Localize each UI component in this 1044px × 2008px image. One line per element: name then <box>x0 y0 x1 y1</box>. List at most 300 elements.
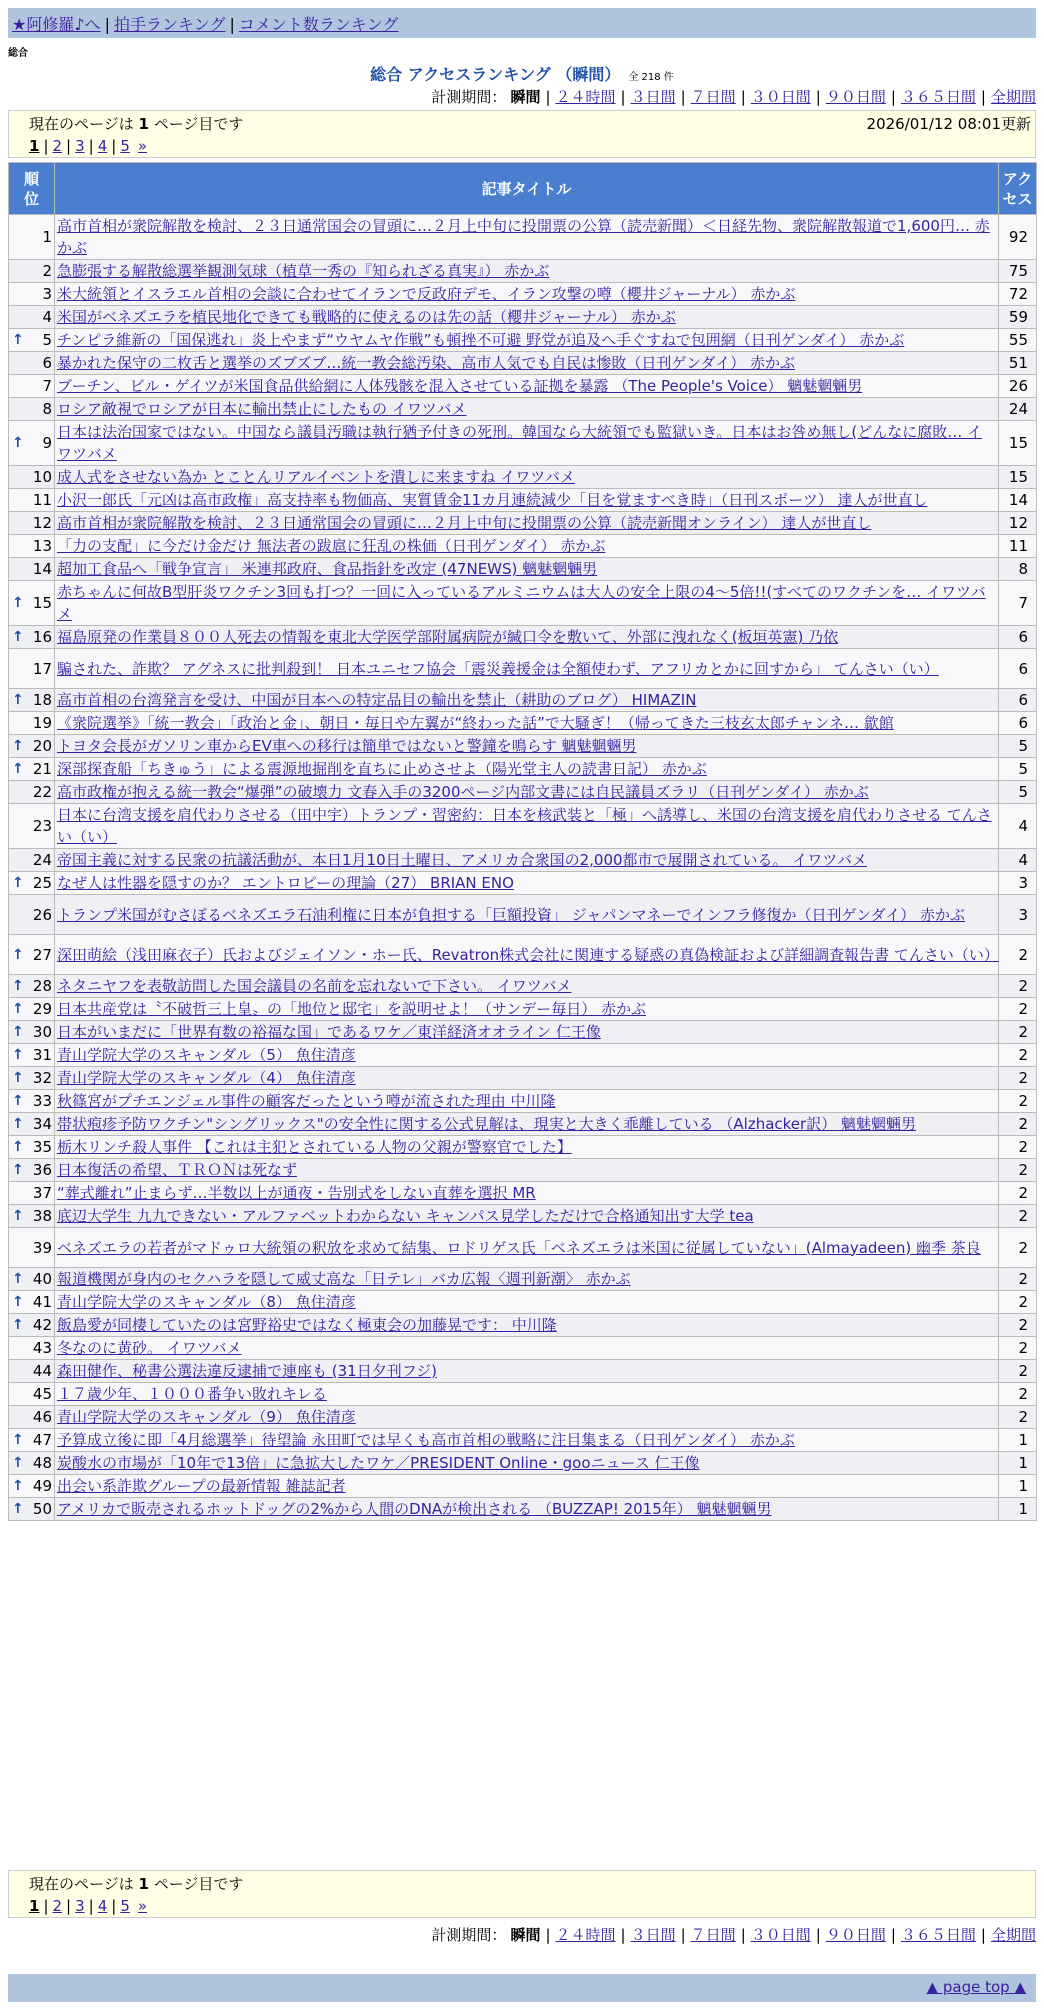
title-cell <box>55 895 999 935</box>
title-cell <box>55 1113 999 1136</box>
access-count: 2 <box>999 1113 1037 1136</box>
pager-current: 1 <box>29 137 40 155</box>
rank-number: 20 <box>32 737 52 755</box>
rank-cell <box>9 689 55 712</box>
table-row <box>9 1337 1037 1360</box>
access-count: 2 <box>999 1383 1037 1406</box>
rank-cell <box>9 581 55 626</box>
access-count: 2 <box>999 1205 1037 1228</box>
rank-number: 11 <box>32 491 52 509</box>
rank-cell <box>9 1113 55 1136</box>
period-link-365d[interactable]: ３６５日間 <box>900 88 976 106</box>
home-link[interactable]: ★阿修羅♪へ <box>12 15 101 34</box>
rank-number: 33 <box>32 1092 52 1110</box>
rank-up-icon: ↑ <box>12 1432 24 1448</box>
rank-cell <box>9 626 55 649</box>
rank-number: 34 <box>32 1115 52 1133</box>
article-link[interactable]: 騙された、詐欺？ アグネスに批判殺到！ 日本ユニセフ協会「震災義援金は全額使わず、アフリカとかに回すから」 てんさい（い） <box>57 659 939 678</box>
period-link-7d[interactable]: ７日間 <box>690 1926 736 1944</box>
rank-cell <box>9 712 55 735</box>
access-count: 7 <box>999 581 1037 626</box>
rank-up-icon: ↑ <box>12 875 24 891</box>
title-cell <box>55 1090 999 1113</box>
article-link[interactable]: 「力の支配」に今だけ金だけ 無法者の跋扈に狂乱の株価（日刊ゲンダイ） 赤かぶ <box>57 537 606 555</box>
title-cell <box>55 1360 999 1383</box>
table-row <box>9 1044 1037 1067</box>
rank-number: 7 <box>42 377 52 395</box>
article-link[interactable]: 冬なのに黄砂。 イワツバメ <box>57 1339 242 1357</box>
rank-cell <box>9 1021 55 1044</box>
access-count: 15 <box>999 466 1037 489</box>
period-link-all[interactable]: 全期間 <box>990 88 1036 106</box>
title-cell <box>55 1182 999 1205</box>
rank-up-icon: ↑ <box>12 435 24 451</box>
title-cell <box>55 758 999 781</box>
rank-number: 10 <box>32 468 52 486</box>
rank-number: 19 <box>32 714 52 732</box>
table-row <box>9 1291 1037 1314</box>
table-row <box>9 352 1037 375</box>
rank-number: 40 <box>32 1270 52 1288</box>
title-cell <box>55 260 999 283</box>
article-link[interactable]: 青山学院大学のスキャンダル（9） 魚住清彦 <box>57 1408 356 1426</box>
access-count: 2 <box>999 975 1037 998</box>
access-count: 2 <box>999 1291 1037 1314</box>
rank-up-icon: ↑ <box>12 1116 24 1132</box>
rank-number: 37 <box>32 1184 52 1202</box>
ranking-rows <box>9 215 1037 1521</box>
table-row <box>9 689 1037 712</box>
title-cell <box>55 849 999 872</box>
rank-cell <box>9 1268 55 1291</box>
access-count: 6 <box>999 649 1037 689</box>
access-count: 2 <box>999 1406 1037 1429</box>
table-row <box>9 1360 1037 1383</box>
rank-up-icon: ↑ <box>12 332 24 348</box>
pager-link-2[interactable]: 2 <box>52 137 63 155</box>
period-link-3d[interactable]: ３日間 <box>630 88 676 106</box>
table-row <box>9 260 1037 283</box>
rank-up-icon: ↑ <box>12 1317 24 1333</box>
title-cell <box>55 1044 999 1067</box>
article-link[interactable]: 急膨張する解散総選挙観測気球（植草一秀の『知られざる真実』） 赤かぶ <box>57 262 550 280</box>
table-row <box>9 849 1037 872</box>
rank-number: 6 <box>42 354 52 372</box>
table-row <box>9 1205 1037 1228</box>
table-row <box>9 283 1037 306</box>
rank-number: 45 <box>32 1385 52 1403</box>
access-count: 5 <box>999 781 1037 804</box>
access-count: 2 <box>999 1337 1037 1360</box>
access-count: 4 <box>999 804 1037 849</box>
rank-cell <box>9 1291 55 1314</box>
comment-ranking-link[interactable]: コメント数ランキング <box>238 15 399 34</box>
page-status-suffix: ページ目です <box>153 115 244 133</box>
rank-cell <box>9 649 55 689</box>
table-row <box>9 804 1037 849</box>
pager-top: 1 | 2 | 3 | 4 | 5 » <box>29 137 148 155</box>
table-row <box>9 1452 1037 1475</box>
rank-number: 22 <box>32 783 52 801</box>
rank-number: 16 <box>32 628 52 646</box>
table-row <box>9 1228 1037 1268</box>
title-cell <box>55 558 999 581</box>
rank-cell <box>9 849 55 872</box>
article-link[interactable]: ブーチン、ビル・ゲイツが米国食品供給網に人体残骸を混入させている証拠を暴露 （The People's Voice） 魑魅魍魎男 <box>57 377 863 395</box>
access-count: 2 <box>999 1159 1037 1182</box>
article-link[interactable]: 報道機関が身内のセクハラを隠して威丈高な「日テレ」バカ広報〈週刊新潮〉 赤かぶ <box>57 1270 631 1288</box>
page-title <box>0 62 1044 85</box>
rank-up-icon: ↑ <box>12 692 24 708</box>
title-cell <box>55 872 999 895</box>
rank-cell <box>9 781 55 804</box>
rank-number: 14 <box>32 560 52 578</box>
rank-number: 27 <box>32 945 52 964</box>
rank-cell <box>9 872 55 895</box>
article-link[interactable]: 日本復活の希望、ＴＲＯＮは死なず <box>57 1161 298 1179</box>
rank-up-icon: ↑ <box>12 1162 24 1178</box>
rank-up-icon: ↑ <box>12 1139 24 1155</box>
article-link[interactable]: 底辺大学生 九九できない・アルファベットわからない キャンパス見学しただけで合格通知出す大学 tea <box>57 1207 754 1225</box>
article-link[interactable]: ロシア敵視でロシアが日本に輸出禁止にしたもの イワツバメ <box>57 400 467 418</box>
rank-cell <box>9 398 55 421</box>
article-link[interactable]: チンピラ維新の「国保逃れ」炎上やまず“ウヤムヤ作戦”も頓挫不可避 野党が追及へ手ぐすねで包囲網（日刊ゲンダイ） 赤かぶ <box>57 331 905 349</box>
rank-up-icon: ↑ <box>12 595 24 611</box>
access-count: 2 <box>999 1067 1037 1090</box>
rank-number: 43 <box>32 1339 52 1357</box>
rank-number: 25 <box>32 874 52 892</box>
page-info-bottom <box>8 1870 1036 1918</box>
rank-up-icon: ↑ <box>12 946 24 963</box>
article-link[interactable]: 高市首相の台湾発言を受け、中国が日本への特定品目の輸出を禁止（耕助のブログ） HIMAZIN <box>57 691 697 709</box>
article-link[interactable]: ネタニヤフを表敬訪問した国会議員の名前を忘れないで下さい。 イワツバメ <box>57 977 572 995</box>
access-count: 12 <box>999 512 1037 535</box>
rank-up-icon: ↑ <box>12 1001 24 1017</box>
rank-cell <box>9 1498 55 1521</box>
article-link[interactable]: 暴かれた保守の二枚舌と選挙のズブズブ…統一教会総汚染、高市人気でも自民は惨敗（日刊ゲンダイ） 赤かぶ <box>57 354 795 372</box>
rank-up-icon: ↑ <box>12 761 24 777</box>
rank-cell <box>9 975 55 998</box>
period-link-30d[interactable]: ３０日間 <box>750 88 811 106</box>
rank-number: 49 <box>32 1477 52 1495</box>
title-cell <box>55 689 999 712</box>
pager-link-4[interactable]: 4 <box>97 137 108 155</box>
rank-cell <box>9 1475 55 1498</box>
access-count: 2 <box>999 1360 1037 1383</box>
article-link[interactable]: １７歳少年、１０００番争い敗れキレる <box>57 1385 327 1403</box>
article-link[interactable]: 高市首相が衆院解散を検討、２３日通常国会の冒頭に…２月上中旬に投開票の公算（読売新聞オンライン） 達人が世直し <box>57 514 872 532</box>
table-row <box>9 895 1037 935</box>
rank-up-icon: ↑ <box>12 1024 24 1040</box>
access-count: 1 <box>999 1429 1037 1452</box>
rank-up-icon: ↑ <box>12 1070 24 1086</box>
rank-cell <box>9 1452 55 1475</box>
rank-number: 1 <box>42 228 52 246</box>
pager-current: 1 <box>29 1897 40 1915</box>
access-count: 14 <box>999 489 1037 512</box>
rank-cell <box>9 1044 55 1067</box>
rank-cell <box>9 1182 55 1205</box>
pager-link-2[interactable]: 2 <box>52 1897 63 1915</box>
updated-time: 2026/01/12 08:01更新 <box>866 115 1031 133</box>
article-link[interactable]: 高市首相が衆院解散を検討、２３日通常国会の冒頭に…２月上中旬に投開票の公算（読売新聞）＜日経先物、衆院解散報道で1,600円… 赤かぶ <box>57 217 990 257</box>
rank-cell <box>9 512 55 535</box>
access-count: 6 <box>999 712 1037 735</box>
period-link-365d[interactable]: ３６５日間 <box>900 1926 976 1944</box>
rank-cell <box>9 558 55 581</box>
page-status <box>29 1873 1019 1895</box>
access-count: 2 <box>999 1044 1037 1067</box>
article-link[interactable]: 米国がベネズエラを植民地化できても戦略的に使えるのは先の話（櫻井ジャーナル） 赤かぶ <box>57 308 676 326</box>
period-link-90d[interactable]: ９０日間 <box>825 1926 886 1944</box>
rank-up-icon: ↑ <box>12 1501 24 1517</box>
article-link[interactable]: 福島原発の作業員８００人死去の情報を東北大学医学部附属病院が緘口令を敷いて、外部に洩れなく(板垣英憲) 乃依 <box>57 628 839 646</box>
table-row <box>9 712 1037 735</box>
title-cell <box>55 1159 999 1182</box>
access-count: 8 <box>999 558 1037 581</box>
period-link-24h[interactable]: ２４時間 <box>555 1926 616 1944</box>
rank-up-icon: ↑ <box>12 1455 24 1471</box>
title-cell <box>55 535 999 558</box>
rank-number: 4 <box>42 308 52 326</box>
article-link[interactable]: 《衆院選挙》「統一教会」「政治と金」、朝日・毎日や左翼が“終わった話”で大騒ぎ！（帰ってきた三枝玄太郎チャンネ… 歙館 <box>57 714 894 732</box>
rank-cell <box>9 895 55 935</box>
pager-link-3[interactable]: 3 <box>75 1897 85 1915</box>
rank-up-icon: ↑ <box>12 1294 24 1310</box>
table-row <box>9 975 1037 998</box>
access-count: 5 <box>999 735 1037 758</box>
rank-up-icon: ↑ <box>12 1478 24 1494</box>
access-count: 1 <box>999 1452 1037 1475</box>
title-cell <box>55 1067 999 1090</box>
period-link-7d[interactable]: ７日間 <box>690 88 736 106</box>
rank-up-icon: ↑ <box>12 1093 24 1109</box>
rank-cell <box>9 735 55 758</box>
article-link[interactable]: アメリカで販売されるホットドッグの2%から人間のDNAが検出される （BUZZAP! 2015年） 魑魅魍魎男 <box>57 1500 772 1518</box>
article-link[interactable]: 出会い系詐欺グループの最新情報 雑誌記者 <box>57 1477 346 1495</box>
rank-number: 24 <box>32 851 52 869</box>
rank-cell <box>9 998 55 1021</box>
title-cell <box>55 649 999 689</box>
title-cell <box>55 1314 999 1337</box>
rank-cell <box>9 1205 55 1228</box>
rank-cell <box>9 1067 55 1090</box>
page-status-number: 1 <box>138 115 149 133</box>
rank-number: 26 <box>32 905 52 924</box>
pager-next[interactable]: » <box>137 137 148 155</box>
article-link[interactable]: 炭酸水の市場が「10年で13倍」に急拡大したワケ／PRESIDENT Online・gooニュース 仁王像 <box>57 1454 700 1472</box>
period-selector-top: 計測期間： 瞬間 | ２４時間 | ３日間 | ７日間 | ３０日間 | ９０日間 | ３６５日間 | 全期間 <box>431 88 1036 106</box>
page-info-top <box>8 110 1036 158</box>
table-row <box>9 1090 1037 1113</box>
article-link[interactable]: 日本は法治国家ではない。中国なら議員汚職は執行猶予付きの死刑。韓国なら大統領でも監獄いき。日本はお咎め無し(どんなに腐敗… イワツバメ <box>57 423 983 463</box>
table-row <box>9 489 1037 512</box>
access-count: 2 <box>999 1021 1037 1044</box>
article-link[interactable]: 栃木リンチ殺人事件 【これは主犯とされている人物の父親が警察官でした】 <box>57 1138 572 1156</box>
rank-number: 28 <box>32 977 52 995</box>
article-link[interactable]: “葬式離れ”止まらず…半数以上が通夜・告別式をしない直葬を選択 MR <box>57 1184 536 1202</box>
table-row <box>9 781 1037 804</box>
section-label: 総合 <box>8 48 28 59</box>
page-status-suffix: ページ目です <box>153 1875 244 1893</box>
pager-link-5[interactable]: 5 <box>120 137 130 155</box>
rank-up-icon: ↑ <box>12 1271 24 1287</box>
article-link[interactable]: 予算成立後に即「4月総選挙」待望論 永田町では早くも高市首相の戦略に注目集まる（日刊ゲンダイ） 赤かぶ <box>57 1431 795 1449</box>
title-cell <box>55 512 999 535</box>
rank-cell <box>9 352 55 375</box>
table-row <box>9 1159 1037 1182</box>
article-link[interactable]: 高市政権が抱える統一教会“爆弾”の破壊力 文春入手の3200ページ内部文書には自民議員ズラリ（日刊ゲンダイ） 赤かぶ <box>57 783 869 801</box>
table-row <box>9 1182 1037 1205</box>
rank-number: 31 <box>32 1046 52 1064</box>
title-cell <box>55 1268 999 1291</box>
period-link-30d[interactable]: ３０日間 <box>750 1926 811 1944</box>
article-link[interactable]: トヨタ会長がガソリン車からEV車への移行は簡単ではないと警鐘を鳴らす 魑魅魍魎男 <box>57 737 637 755</box>
rank-cell <box>9 489 55 512</box>
pager-link-5[interactable]: 5 <box>120 1897 130 1915</box>
rank-cell <box>9 215 55 260</box>
title-cell <box>55 581 999 626</box>
title-cell <box>55 283 999 306</box>
period-link-3d[interactable]: ３日間 <box>630 1926 676 1944</box>
article-link[interactable]: なぜ人は性器を隠すのか？ エントロピーの理論（27） BRIAN ENO <box>57 874 514 892</box>
rank-number: 39 <box>32 1238 52 1257</box>
article-link[interactable]: 日本がいまだに「世界有数の裕福な国」であるワケ／東洋経済オオライン 仁王像 <box>57 1023 601 1041</box>
top-nav-bar: ★阿修羅♪へ | 拍手ランキング | コメント数ランキング <box>8 8 1036 38</box>
article-link[interactable]: 青山学院大学のスキャンダル（8） 魚住清彦 <box>57 1293 356 1311</box>
article-link[interactable]: 日本共産党は〝不破哲三上皇〟の「地位と邸宅」を説明せよ！（サンデー毎日） 赤かぶ <box>57 1000 647 1018</box>
access-count: 4 <box>999 849 1037 872</box>
article-link[interactable]: 日本に台湾支援を肩代わりさせる（田中宇）トランプ・習密約：日本を核武装と「極」へ誘導し、米国の台湾支援を肩代わりさせる てんさい（い） <box>57 806 992 846</box>
title-cell <box>55 1337 999 1360</box>
title-cell <box>55 804 999 849</box>
rank-cell <box>9 375 55 398</box>
rank-number: 12 <box>32 514 52 532</box>
article-link[interactable]: 帝国主義に対する民衆の抗議活動が、本日1月10日土曜日、アメリカ合衆国の2,000都市で展開されている。 イワツバメ <box>57 851 867 869</box>
access-count: 5 <box>999 758 1037 781</box>
article-link[interactable]: 赤ちゃんに何故B型肝炎ワクチン3回も打つ？一回に入っているアルミニウムは大人の安全上限の4～5倍!!(すべてのワクチンを… イワツバメ <box>57 583 986 623</box>
table-row <box>9 306 1037 329</box>
article-link[interactable]: ベネズエラの若者がマドゥロ大統領の釈放を求めて結集、ロドリゲス氏「ベネズエラは米国に従属していない」(Almayadeen) 幽季 茶良 <box>57 1238 981 1257</box>
access-count: 3 <box>999 895 1037 935</box>
item-count: 全 218 件 <box>628 72 674 83</box>
title-cell <box>55 306 999 329</box>
pager-link-4[interactable]: 4 <box>97 1897 108 1915</box>
access-count: 59 <box>999 306 1037 329</box>
title-cell <box>55 781 999 804</box>
access-count: 2 <box>999 935 1037 975</box>
table-row <box>9 1383 1037 1406</box>
title-cell <box>55 1429 999 1452</box>
table-row <box>9 935 1037 975</box>
rank-number: 30 <box>32 1023 52 1041</box>
rank-number: 44 <box>32 1362 52 1380</box>
title-cell <box>55 1383 999 1406</box>
title-cell <box>55 1406 999 1429</box>
rank-cell <box>9 1383 55 1406</box>
rank-number: 41 <box>32 1293 52 1311</box>
period-current: 瞬間 <box>510 1926 541 1944</box>
article-link[interactable]: 帯状疱疹予防ワクチン"シングリックス"の安全性に関する公式見解は、現実と大きく乖離している （Alzhacker訳） 魑魅魍魎男 <box>57 1115 916 1133</box>
article-link[interactable]: 米大統領とイスラエル首相の会談に合わせてイランで反政府デモ、イラン攻撃の噂（櫻井ジャーナル） 赤かぶ <box>57 285 796 303</box>
period-label: 計測期間： <box>431 88 507 106</box>
title-cell <box>55 975 999 998</box>
title-cell <box>55 398 999 421</box>
article-link[interactable]: 成人式をさせない為か とことんリアルイベントを潰しに来ますね イワツバメ <box>57 468 575 486</box>
applause-ranking-link[interactable]: 拍手ランキング <box>113 15 226 34</box>
period-current: 瞬間 <box>510 88 541 106</box>
footer-bar <box>8 1974 1036 2002</box>
table-row <box>9 1475 1037 1498</box>
rank-number: 18 <box>32 691 52 709</box>
table-row <box>9 626 1037 649</box>
title-cell <box>55 935 999 975</box>
period-selector-bottom: 計測期間： 瞬間 | ２４時間 | ３日間 | ７日間 | ３０日間 | ９０日間 | ３６５日間 | 全期間 <box>431 1926 1036 1944</box>
table-row <box>9 1067 1037 1090</box>
col-title-header: 記事タイトル <box>55 163 999 215</box>
access-count: 75 <box>999 260 1037 283</box>
article-link[interactable]: 森田健作、秘書公選法違反逮捕で連座も (31日夕刊フジ) <box>57 1362 437 1380</box>
period-link-all[interactable]: 全期間 <box>990 1926 1036 1944</box>
article-link[interactable]: 青山学院大学のスキャンダル（4） 魚住清彦 <box>57 1069 356 1087</box>
rank-cell <box>9 1090 55 1113</box>
access-count: 92 <box>999 215 1037 260</box>
title-cell <box>55 1475 999 1498</box>
table-row <box>9 1113 1037 1136</box>
rank-up-icon: ↑ <box>12 1208 24 1224</box>
table-row <box>9 512 1037 535</box>
access-count: 72 <box>999 283 1037 306</box>
table-row <box>9 215 1037 260</box>
rank-number: 48 <box>32 1454 52 1472</box>
article-link[interactable]: 深部探査船「ちきゅう」による震源地掘削を直ちに止めさせよ（陽光堂主人の読書日記） 赤かぶ <box>57 760 707 778</box>
article-link[interactable]: 超加工食品へ「戦争宣言」 米連邦政府、食品指針を改定 (47NEWS) 魑魅魍魎男 <box>57 560 598 578</box>
access-count: 2 <box>999 1136 1037 1159</box>
article-link[interactable]: 秋篠宮がプチエンジェル事件の顧客だったという噂が流された理由 中川隆 <box>57 1092 556 1110</box>
access-count: 6 <box>999 626 1037 649</box>
pager-link-3[interactable]: 3 <box>75 137 85 155</box>
title-cell <box>55 998 999 1021</box>
article-link[interactable]: 深田萌絵（浅田麻衣子）氏およびジェイソン・ホー氏、Revatron株式会社に関連する疑惑の真偽検証および詳細調査報告書 てんさい（い） <box>57 945 999 964</box>
rank-number: 36 <box>32 1161 52 1179</box>
article-link[interactable]: 小沢一郎氏「元凶は高市政権」高支持率も物価高、実質賃金11カ月連続減少「目を覚ますべき時」（日刊スポーツ） 達人が世直し <box>57 491 928 509</box>
rank-number: 17 <box>32 659 52 678</box>
pager-next[interactable]: » <box>137 1897 148 1915</box>
period-link-24h[interactable]: ２４時間 <box>555 88 616 106</box>
page-status-prefix: 現在のページは <box>29 1875 134 1893</box>
rank-number: 38 <box>32 1207 52 1225</box>
access-count: 2 <box>999 1228 1037 1268</box>
rank-number: 9 <box>42 434 52 452</box>
table-row <box>9 375 1037 398</box>
title-cell <box>55 329 999 352</box>
title-cell <box>55 1205 999 1228</box>
rank-up-icon: ↑ <box>12 629 24 645</box>
table-row <box>9 1429 1037 1452</box>
access-count: 2 <box>999 1090 1037 1113</box>
rank-cell <box>9 1360 55 1383</box>
title-cell <box>55 1291 999 1314</box>
table-row <box>9 1406 1037 1429</box>
article-link[interactable]: トランプ米国がむさぼるベネズエラ石油利権に日本が負担する「巨額投資」 ジャパンマネーでインフラ修復か（日刊ゲンダイ） 赤かぶ <box>57 905 966 924</box>
article-link[interactable]: 飯島愛が同棲していたのは宮野裕史ではなく極東会の加藤晃です： 中川隆 <box>57 1316 557 1334</box>
rank-cell <box>9 935 55 975</box>
rank-cell <box>9 1314 55 1337</box>
page-top-link[interactable]: ▲ page top ▲ <box>926 1978 1026 1996</box>
period-link-90d[interactable]: ９０日間 <box>825 88 886 106</box>
access-count: 26 <box>999 375 1037 398</box>
article-link[interactable]: 青山学院大学のスキャンダル（5） 魚住清彦 <box>57 1046 356 1064</box>
